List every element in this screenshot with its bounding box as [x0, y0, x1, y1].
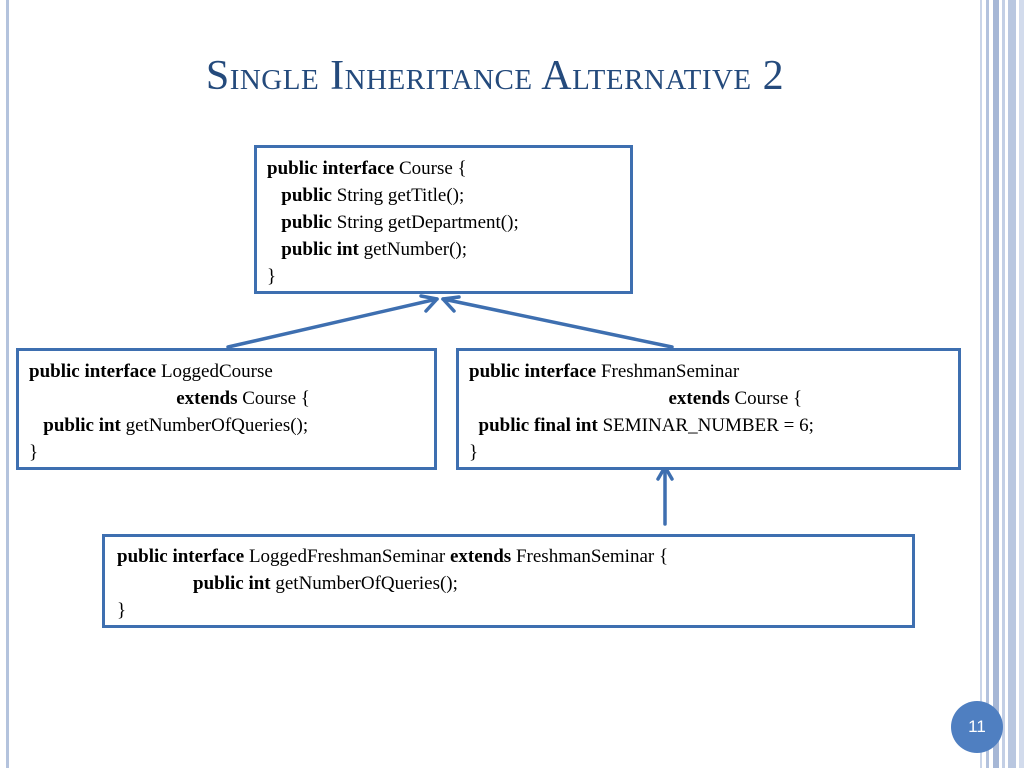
indent — [267, 212, 281, 233]
frame-stripe — [1008, 0, 1016, 768]
code-line — [267, 155, 620, 182]
code-line: } — [117, 600, 127, 621]
code-text: String getDepartment(); — [331, 212, 519, 233]
keyword: extends — [668, 388, 730, 409]
keyword: public int — [193, 573, 271, 594]
indent — [267, 239, 281, 260]
code-line: } — [29, 442, 39, 463]
code-line — [29, 385, 424, 412]
keyword: public interface — [469, 361, 597, 382]
keyword: public int — [281, 239, 359, 260]
frame-stripe — [986, 0, 989, 768]
code-line — [469, 412, 948, 439]
keyword: public interface — [117, 546, 245, 567]
code-line — [117, 543, 900, 570]
keyword: public interface — [29, 361, 157, 382]
code-text: SEMINAR_NUMBER = 6; — [597, 415, 814, 436]
code-text: getNumberOfQueries(); — [120, 415, 309, 436]
slide-frame-right — [980, 0, 1024, 768]
code-line — [267, 236, 620, 263]
slide-title: Single Inheritance Alternative 2 — [205, 53, 785, 99]
code-text: getNumber(); — [358, 239, 468, 260]
keyword: public interface — [267, 158, 395, 179]
keyword: extends — [176, 388, 238, 409]
code-text: String getTitle(); — [331, 185, 465, 206]
indent — [267, 185, 281, 206]
keyword: public int — [43, 415, 121, 436]
frame-stripe — [1019, 0, 1024, 768]
indent — [29, 415, 43, 436]
logged-course-interface-box — [16, 348, 437, 470]
frame-stripe — [993, 0, 999, 768]
code-line: } — [469, 442, 479, 463]
keyword: public — [281, 212, 332, 233]
code-text: Course { — [394, 158, 467, 179]
keyword: public — [281, 185, 332, 206]
keyword: public final int — [478, 415, 598, 436]
indent — [117, 573, 193, 594]
code-line: } — [267, 266, 277, 287]
slide-frame-left — [6, 0, 9, 768]
indent — [469, 415, 479, 436]
code-line — [469, 358, 948, 385]
arrow-freshman-to-course — [443, 299, 672, 347]
logged-freshman-seminar-interface-box — [102, 534, 915, 628]
arrowhead-logged-to-course — [421, 296, 437, 311]
keyword: extends — [449, 546, 512, 567]
code-text: getNumberOfQueries(); — [270, 573, 458, 594]
code-line — [29, 412, 424, 439]
page-number-badge: 11 — [951, 701, 1003, 753]
code-line — [29, 358, 424, 385]
code-text: FreshmanSeminar { — [511, 546, 669, 567]
code-line — [469, 385, 948, 412]
code-text: Course { — [237, 388, 310, 409]
indent — [469, 388, 669, 409]
frame-stripe — [980, 0, 982, 768]
code-text: FreshmanSeminar — [596, 361, 740, 382]
code-text: LoggedFreshmanSeminar — [244, 546, 450, 567]
freshman-seminar-interface-box — [456, 348, 961, 470]
code-line — [267, 182, 620, 209]
arrowhead-freshman-to-course — [443, 297, 459, 311]
code-line — [117, 570, 900, 597]
arrow-logged-to-course — [228, 299, 437, 347]
course-interface-box — [254, 145, 633, 294]
code-text: LoggedCourse — [156, 361, 273, 382]
frame-stripe — [1002, 0, 1005, 768]
code-line — [267, 209, 620, 236]
indent — [29, 388, 176, 409]
code-text: Course { — [729, 388, 803, 409]
